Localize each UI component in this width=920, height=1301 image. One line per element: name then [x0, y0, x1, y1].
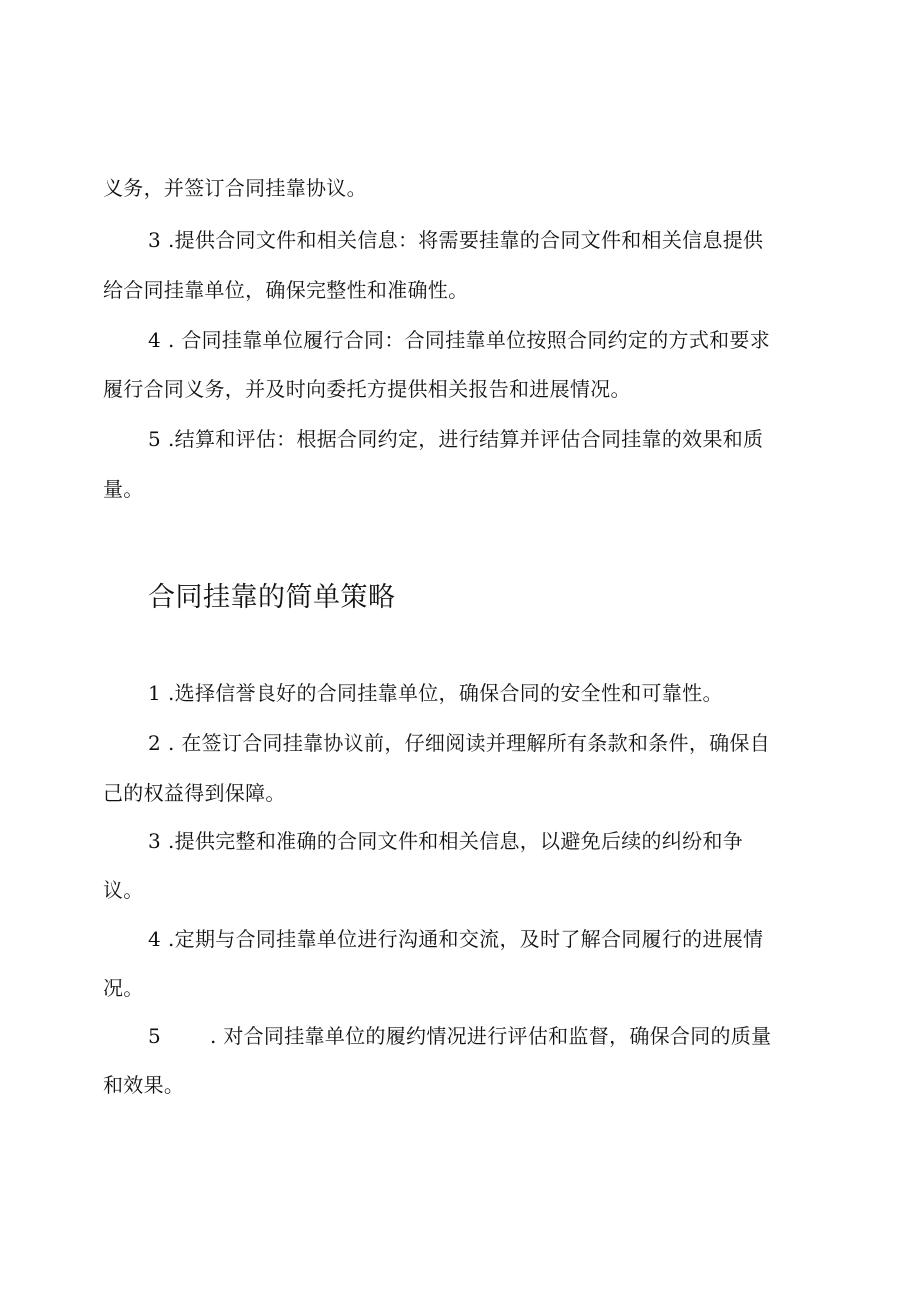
list-item-line [148, 326, 868, 354]
list-item-continuation: 和效果。 [103, 1073, 185, 1097]
list-item-number: 5 [148, 1024, 162, 1048]
section-heading: 合同挂靠的简单策略 [148, 582, 396, 613]
list-item-line [148, 1022, 868, 1050]
list-item-line [148, 226, 868, 254]
list-item-text: .提供完整和准确的合同文件和相关信息，以避免后续的纠纷和争 [168, 829, 744, 853]
list-item-line [148, 827, 868, 855]
list-item-line [148, 925, 868, 953]
list-item-number: 3 [148, 829, 162, 853]
list-item-line [148, 425, 868, 453]
paragraph-continuation: 义务，并签订合同挂靠协议。 [103, 176, 367, 200]
list-item-text: .定期与合同挂靠单位进行沟通和交流，及时了解合同履行的进展情 [168, 927, 764, 951]
list-item-continuation: 给合同挂靠单位，确保完整性和准确性。 [103, 278, 469, 302]
list-item-number: 5 [148, 427, 162, 451]
list-item-number: 2 [148, 731, 162, 755]
list-item-continuation: 量。 [103, 477, 144, 501]
list-item-number: 3 [148, 228, 162, 252]
list-item-continuation: 履行合同义务，并及时向委托方提供相关报告和进展情况。 [103, 377, 631, 401]
list-item-text: .提供合同文件和相关信息：将需要挂靠的合同文件和相关信息提供 [168, 228, 764, 252]
list-item-number: 1 [148, 681, 162, 705]
list-item-text: . 对合同挂靠单位的履约情况进行评估和监督，确保合同的质量 [210, 1024, 772, 1048]
list-item-text: . 合同挂靠单位履行合同：合同挂靠单位按照合同约定的方式和要求 [168, 328, 771, 352]
list-item-text: .选择信誉良好的合同挂靠单位，确保合同的安全性和可靠性。 [168, 681, 723, 705]
list-item-number: 4 [148, 927, 162, 951]
list-item-continuation: 议。 [103, 878, 144, 902]
list-item-line [148, 729, 868, 757]
list-item-text: .结算和评估：根据合同约定，进行结算并评估合同挂靠的效果和质 [168, 427, 764, 451]
list-item-text: . 在签订合同挂靠协议前，仔细阅读并理解所有条款和条件，确保自 [168, 731, 771, 755]
list-item-number: 4 [148, 328, 162, 352]
list-item-line [148, 679, 868, 707]
list-item-continuation: 己的权益得到保障。 [103, 781, 286, 805]
list-item-continuation: 况。 [103, 976, 144, 1000]
